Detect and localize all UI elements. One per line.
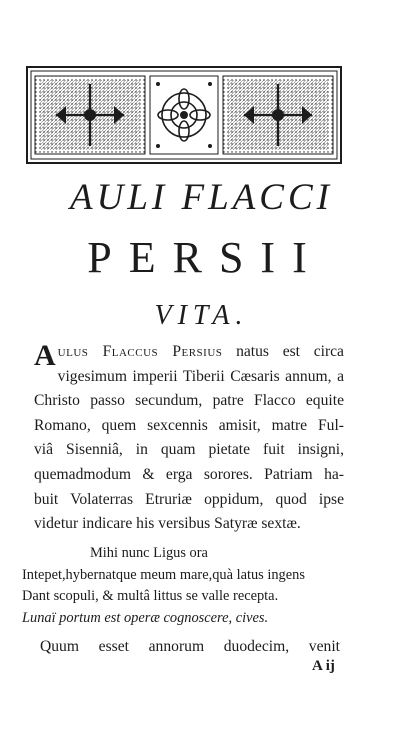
verse-line: Mihi nunc Ligus ora (90, 545, 208, 561)
closing-line: Quum esset annorum duodecim, venit (40, 638, 340, 655)
opening-small-caps: ulus Flaccus Persius (57, 343, 223, 360)
intro-line: buit Volaterras Etruriæ oppidum, quod ipse (34, 490, 344, 508)
intro-line: viâ Sisenniâ, in quam pietate fuit insigni, (34, 441, 344, 459)
title-name-line: PERSII (87, 233, 324, 282)
verse-quotation (22, 543, 362, 629)
intro-paragraph (34, 340, 344, 537)
intro-line: vigesimum imperii Tiberii Cæsaris annum, a (57, 367, 344, 385)
intro-line: quemadmodum & erga sorores. Patriam ha- (34, 465, 344, 483)
drop-cap: A (34, 339, 56, 372)
intro-line: Christo passo secundum, patre Flacco equite (34, 392, 344, 410)
title-vita-line: VITA. (154, 300, 249, 331)
verse-line: Intepet,hybernatque meum mare,quà latus ingens (22, 566, 305, 583)
verse-line: Dant scopuli, & multâ littus se valle recepta. (22, 588, 279, 604)
signature-mark: A ij (312, 658, 335, 674)
closing-paragraph (40, 635, 340, 659)
decorative-headpiece-ornament (26, 66, 342, 164)
intro-line: videtur indicare his versibus Satyræ sextæ. (34, 515, 301, 533)
intro-first-line (34, 340, 344, 365)
opening-tail: natus est circa (222, 343, 344, 360)
intro-line: Romano, quem sexcennis amisit, matre Ful- (34, 416, 344, 434)
title-author-line: AULI FLACCI (70, 177, 333, 218)
verse-line: Lunaï portum est operæ cognoscere, cives. (22, 609, 269, 626)
